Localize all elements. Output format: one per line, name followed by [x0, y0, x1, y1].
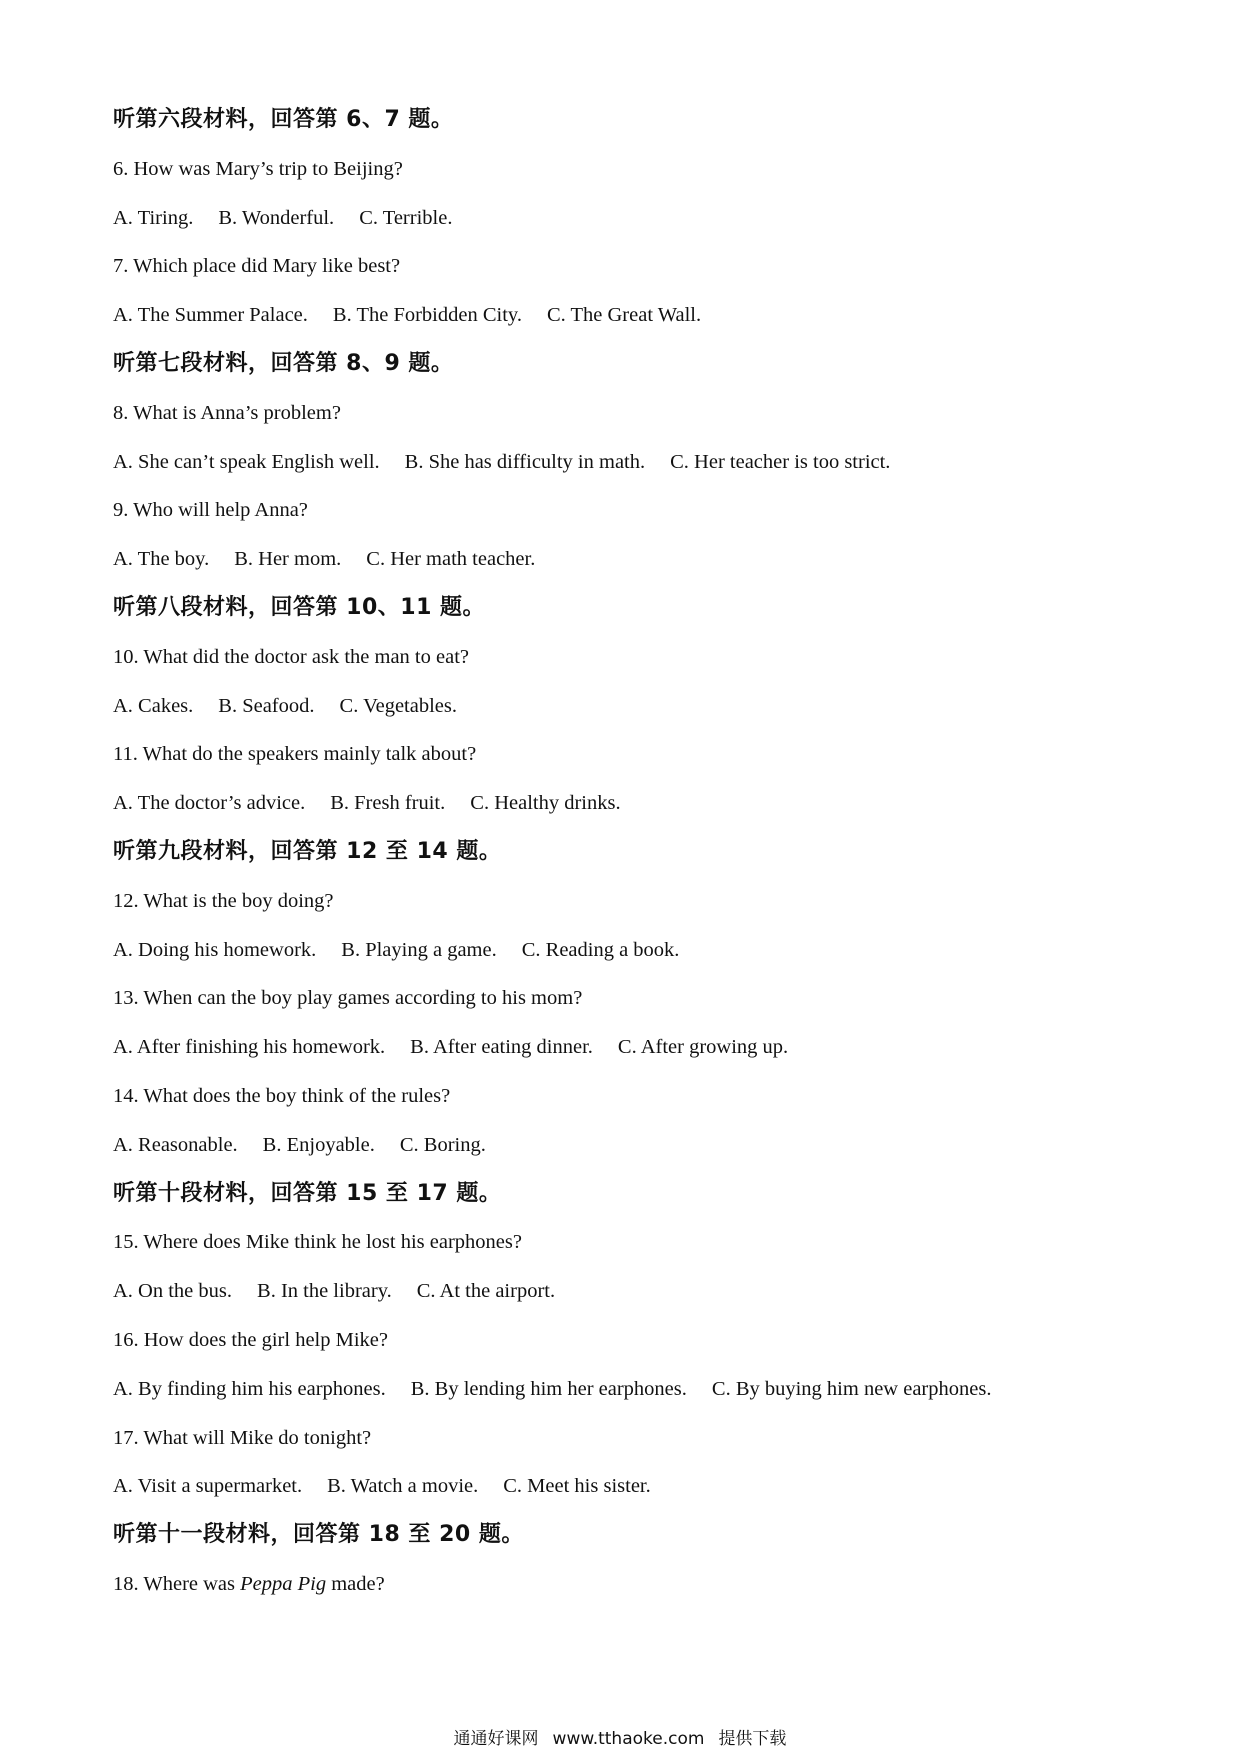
answer-options	[113, 1023, 1123, 1072]
question: 8. What is Anna’s problem?	[113, 401, 341, 424]
answer-options	[113, 535, 1123, 584]
option-a: A. By finding him his earphones.	[113, 1377, 386, 1400]
option-a: A. Visit a supermarket.	[113, 1475, 303, 1498]
answer-options	[113, 291, 1123, 340]
option-a: A. Reasonable.	[113, 1133, 238, 1156]
option-c: C. Reading a book.	[521, 938, 680, 961]
option-b: B. In the library.	[257, 1280, 392, 1303]
question: 6. How was Mary’s trip to Beijing?	[113, 157, 403, 180]
option-a: A. Doing his homework.	[113, 938, 317, 961]
option-a: A. Cakes.	[113, 694, 194, 717]
option-c: C. Vegetables.	[339, 694, 457, 717]
question: 17. What will Mike do tonight?	[113, 1426, 372, 1449]
page-footer	[0, 1724, 1240, 1749]
option-a: A. The Summer Palace.	[113, 304, 308, 327]
question: 15. Where does Mike think he lost his earphones?	[113, 1231, 522, 1254]
section-heading: 听第十段材料，回答第 15 至 17 题。	[113, 1180, 502, 1206]
question: 10. What did the doctor ask the man to eat?	[113, 645, 469, 668]
option-c: C. After growing up.	[617, 1036, 789, 1059]
answer-options	[113, 438, 1123, 487]
option-b: B. Wonderful.	[218, 206, 335, 229]
section-heading: 听第十一段材料，回答第 18 至 20 题。	[113, 1522, 524, 1548]
option-c: C. Terrible.	[359, 206, 453, 229]
question: 7. Which place did Mary like best?	[113, 255, 401, 278]
question: 9. Who will help Anna?	[113, 499, 308, 522]
answer-options	[113, 194, 1123, 243]
option-c: C. By buying him new earphones.	[711, 1377, 992, 1400]
section-heading: 听第九段材料，回答第 12 至 14 题。	[113, 838, 502, 864]
question	[113, 1560, 1123, 1609]
section-heading: 听第六段材料，回答第 6、7 题。	[113, 107, 454, 132]
option-b: B. She has difficulty in math.	[404, 450, 646, 473]
footer-note: 提供下载	[718, 1729, 787, 1749]
section-heading: 听第七段材料，回答第 8、9 题。	[113, 350, 454, 376]
option-c: C. Meet his sister.	[503, 1475, 651, 1498]
option-c: C. Healthy drinks.	[470, 792, 621, 815]
option-b: B. Enjoyable.	[262, 1133, 375, 1156]
option-b: B. Seafood.	[218, 694, 315, 717]
option-a: A. After finishing his homework.	[113, 1036, 386, 1059]
option-c: C. The Great Wall.	[546, 304, 702, 327]
question: 14. What does the boy think of the rules?	[113, 1084, 451, 1107]
answer-options	[113, 682, 1123, 731]
option-b: B. Watch a movie.	[327, 1475, 479, 1498]
answer-options	[113, 1121, 1123, 1170]
question: 11. What do the speakers mainly talk about?	[113, 743, 477, 766]
option-a: A. The doctor’s advice.	[113, 792, 306, 815]
question-text: made?	[326, 1572, 385, 1595]
footer-site-name: 通通好课网	[453, 1729, 539, 1749]
answer-options	[113, 779, 1123, 828]
answer-options	[113, 1267, 1123, 1316]
option-b: B. The Forbidden City.	[332, 304, 522, 327]
option-c: C. At the airport.	[416, 1280, 556, 1303]
question: 12. What is the boy doing?	[113, 889, 334, 912]
option-b: B. Playing a game.	[341, 938, 497, 961]
option-b: B. After eating dinner.	[410, 1036, 593, 1059]
section-heading: 听第八段材料，回答第 10、11 题。	[113, 594, 486, 620]
question-text: 18. Where was	[113, 1572, 241, 1595]
question: 13. When can the boy play games according to his mom?	[113, 987, 583, 1010]
option-a: A. On the bus.	[113, 1280, 233, 1303]
answer-options	[113, 926, 1123, 975]
option-a: A. She can’t speak English well.	[113, 450, 380, 473]
question: 16. How does the girl help Mike?	[113, 1328, 388, 1351]
option-a: A. The boy.	[113, 548, 210, 571]
option-a: A. Tiring.	[113, 206, 194, 229]
option-c: C. Her teacher is too strict.	[670, 450, 891, 473]
footer-url: www.tthaoke.com	[552, 1729, 705, 1749]
exam-page	[113, 96, 1123, 1609]
answer-options	[113, 1462, 1123, 1511]
option-b: B. By lending him her earphones.	[410, 1377, 687, 1400]
answer-options	[113, 1365, 1123, 1414]
option-b: B. Fresh fruit.	[330, 792, 446, 815]
option-c: C. Her math teacher.	[366, 548, 536, 571]
show-title: Peppa Pig	[240, 1572, 327, 1595]
option-b: B. Her mom.	[234, 548, 342, 571]
option-c: C. Boring.	[399, 1133, 486, 1156]
